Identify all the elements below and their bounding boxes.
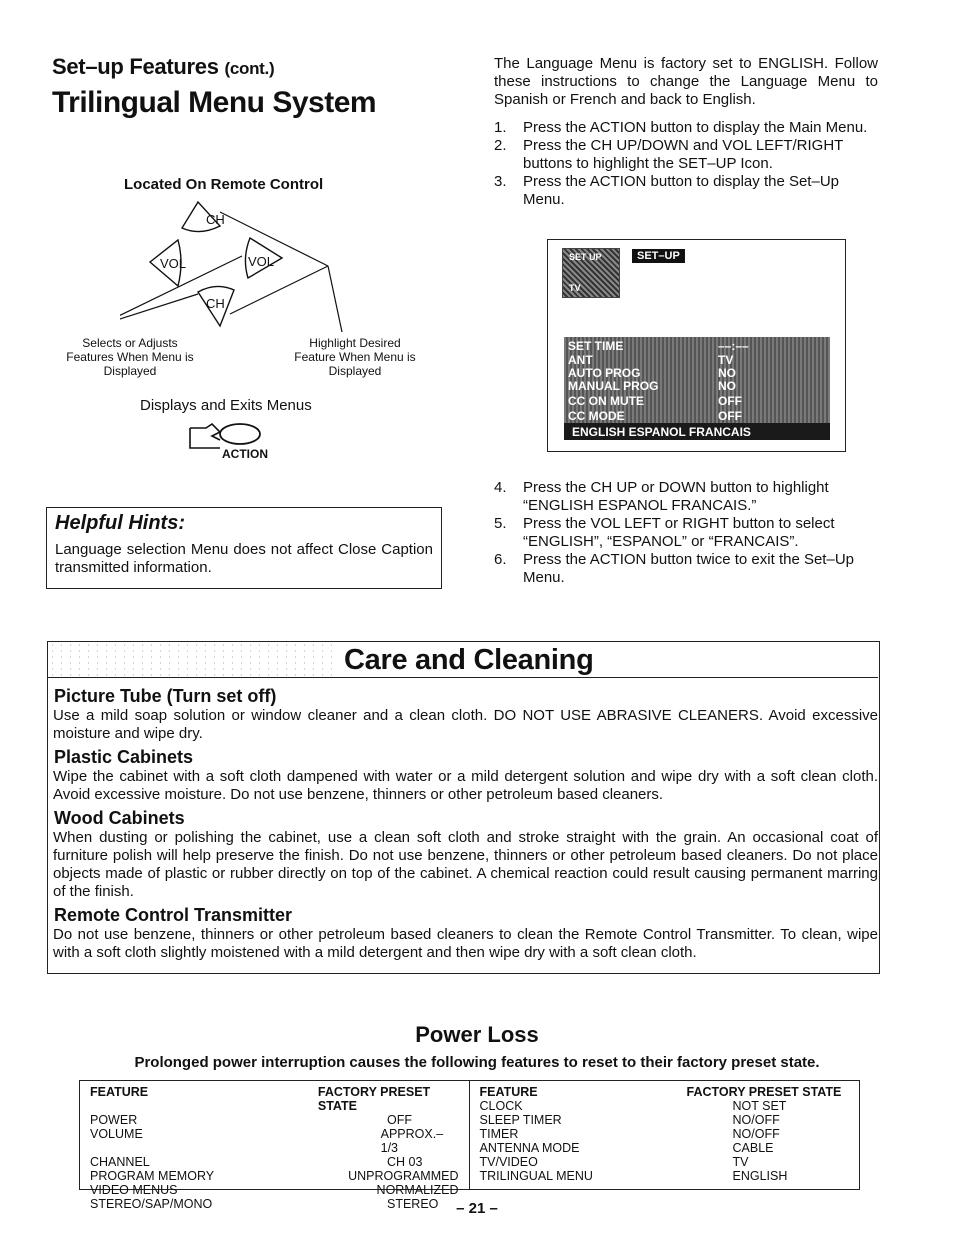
page-number: – 21 – (456, 1200, 498, 1217)
icon-label-setup: SET UP (569, 252, 602, 262)
table-row (480, 1155, 850, 1169)
menu-row-label: SET TIME (568, 339, 624, 353)
state-cell: APPROX.–1/3 (380, 1127, 444, 1155)
feature-cell: CHANNEL (90, 1155, 150, 1169)
caption-vol: Selects or Adjusts Features When Menu is Displayed (66, 336, 194, 378)
setup-badge: SET–UP (632, 249, 685, 263)
feature-cell: VOLUME (90, 1127, 143, 1141)
menu-row (568, 353, 824, 367)
col-header-feature: FEATURE (479, 1085, 538, 1099)
menu-row-value: NO (718, 379, 736, 393)
table-header (480, 1085, 850, 1099)
table-row (90, 1113, 459, 1127)
table-row (480, 1099, 850, 1113)
state-cell: NO/OFF (732, 1127, 780, 1141)
state-cell: ENGLISH (732, 1169, 788, 1183)
step-number: 2. (494, 137, 507, 154)
step-text: Press the CH UP/DOWN and VOL LEFT/RIGHT buttons to highlight the SET–UP Icon. (523, 137, 844, 172)
menu-row-value: TV (718, 353, 734, 367)
section-label: Set–up Features (52, 54, 219, 79)
steps-list-a (494, 119, 878, 209)
table-right-half (470, 1081, 860, 1189)
state-cell: CH 03 (387, 1155, 423, 1169)
care-text: Use a mild soap solution or window cleaner and a clean cloth. DO NOT USE ABRASIVE CLEANERS. Avoid excessive moisture and wipe dry. (53, 707, 878, 742)
state-cell: TV (732, 1155, 749, 1169)
care-text: Do not use benzene, thinners or other petroleum based cleaners to clean the Remote Control Transmitter. To clean, wipe with a soft cloth slightly moistened with a mild detergent and then wipe dry with a soft clean cloth. (53, 926, 878, 961)
step-item (494, 551, 878, 587)
vol-right-label: VOL (248, 254, 275, 269)
state-cell: OFF (387, 1113, 412, 1127)
state-cell: UNPROGRAMMED (348, 1169, 459, 1183)
menu-row-label: MANUAL PROG (568, 379, 659, 393)
steps-list-b (494, 479, 878, 587)
setup-menu-screen (547, 239, 846, 452)
care-text: When dusting or polishing the cabinet, use a clean soft cloth and stroke straight with the grain. An occasional coat of furniture polish will help preserve the finish. Do not use benzene, thinners or other petroleum based cleaners. Do not place objects made of plastic or rubber directly on top of the cabinet. A chemical reaction could result causing permanent marring of the finish. (53, 829, 878, 900)
table-left-half (80, 1081, 470, 1211)
power-loss-title: Power Loss (415, 1022, 539, 1047)
table-row (90, 1169, 459, 1183)
menu-row-label: AUTO PROG (568, 366, 641, 380)
menu-row (568, 379, 824, 393)
feature-cell: TV/VIDEO (479, 1155, 538, 1169)
feature-cell: POWER (90, 1113, 138, 1127)
menu-row-label: ANT (568, 353, 593, 367)
feature-cell: TIMER (479, 1127, 519, 1141)
care-heading: Plastic Cabinets (54, 747, 194, 767)
table-header (90, 1085, 459, 1113)
step-item (494, 479, 878, 515)
action-caption: Displays and Exits Menus (140, 397, 312, 414)
hints-text: Language selection Menu does not affect Close Caption transmitted information. (55, 541, 433, 576)
feature-cell: ANTENNA MODE (479, 1141, 580, 1155)
step-text: Press the ACTION button twice to exit the Set–Up Menu. (523, 551, 854, 586)
table-row (480, 1169, 850, 1183)
icon-label-tv: TV (569, 283, 581, 293)
state-cell: NORMALIZED (376, 1183, 459, 1197)
care-header-band (48, 642, 878, 678)
menu-row-value: NO (718, 366, 736, 380)
step-text: Press the VOL LEFT or RIGHT button to select “ENGLISH”, “ESPANOL” or “FRANCAIS”. (523, 515, 835, 550)
table-row (480, 1113, 850, 1127)
step-text: Press the ACTION button to display the Main Menu. (523, 119, 868, 136)
language-selector: ENGLISH ESPANOL FRANCAIS (564, 423, 830, 440)
step-number: 1. (494, 119, 507, 136)
step-item (494, 137, 878, 173)
feature-cell: PROGRAM MEMORY (90, 1169, 215, 1183)
section-cont-label: (cont.) (224, 59, 275, 78)
step-text: Press the CH UP or DOWN button to highlight “ENGLISH ESPANOL FRANCAIS.” (523, 479, 829, 514)
feature-cell: SLEEP TIMER (479, 1113, 562, 1127)
caption-ch: Highlight Desired Feature When Menu is Displayed (294, 336, 416, 378)
step-number: 5. (494, 515, 507, 532)
menu-row-value: OFF (718, 409, 742, 423)
col-header-state: FACTORY PRESET STATE (686, 1085, 842, 1099)
step-item (494, 515, 878, 551)
vol-left-label: VOL (160, 256, 187, 271)
menu-row-value: ––:–– (718, 339, 749, 353)
menu-row (568, 339, 824, 353)
care-content (53, 682, 878, 964)
state-cell: NOT SET (732, 1099, 787, 1113)
col-header-state: FACTORY PRESET STATE (317, 1085, 431, 1113)
step-number: 3. (494, 173, 507, 190)
table-row (90, 1127, 459, 1155)
care-heading: Remote Control Transmitter (54, 905, 293, 925)
feature-cell: VIDEO MENUS (90, 1183, 178, 1197)
setup-menu-panel (564, 337, 830, 440)
menu-row-label: CC MODE (568, 409, 625, 423)
remote-control-diagram (120, 196, 350, 332)
ch-down-label: CH (206, 296, 225, 311)
step-text: Press the ACTION button to display the Set–Up Menu. (523, 173, 839, 208)
feature-cell: CLOCK (479, 1099, 523, 1113)
care-title: Care and Cleaning (338, 644, 600, 677)
table-row (90, 1183, 459, 1197)
care-heading: Wood Cabinets (54, 808, 185, 828)
remote-heading: Located On Remote Control (124, 176, 324, 193)
state-cell: NO/OFF (732, 1113, 780, 1127)
care-text: Wipe the cabinet with a soft cloth dampened with water or a mild detergent solution and wipe dry with a soft clean cloth. Avoid excessive moisture. Do not use benzene, thinners or other petroleum based cleaners. (53, 768, 878, 803)
table-row (480, 1141, 850, 1155)
menu-row-label: CC ON MUTE (568, 394, 644, 408)
state-cell: CABLE (732, 1141, 774, 1155)
action-label: ACTION (222, 447, 268, 461)
power-loss-subtitle: Prolonged power interruption causes the following features to reset to their factory preset state. (134, 1054, 820, 1071)
menu-row (568, 394, 824, 408)
table-row (90, 1155, 459, 1169)
step-number: 6. (494, 551, 507, 568)
ch-up-label: CH (206, 212, 225, 227)
intro-paragraph: The Language Menu is factory set to ENGLISH. Follow these instructions to change the Language Menu to Spanish or French and back to English. (494, 55, 878, 108)
section-title (52, 54, 274, 80)
state-cell: STEREO (387, 1197, 439, 1211)
care-cleaning-box (47, 641, 880, 974)
setup-tv-icon (562, 248, 620, 298)
step-item (494, 173, 878, 209)
hints-title: Helpful Hints: (55, 512, 185, 534)
page-title: Trilingual Menu System (52, 86, 377, 119)
care-heading: Picture Tube (Turn set off) (54, 686, 277, 706)
menu-row (568, 409, 824, 423)
feature-cell: TRILINGUAL MENU (479, 1169, 593, 1183)
menu-row-value: OFF (718, 394, 742, 408)
step-item (494, 119, 878, 137)
menu-row (568, 366, 824, 380)
feature-cell: STEREO/SAP/MONO (90, 1197, 213, 1211)
helpful-hints-box (46, 507, 442, 589)
step-number: 4. (494, 479, 507, 496)
table-row (480, 1127, 850, 1141)
col-header-feature: FEATURE (90, 1085, 149, 1099)
